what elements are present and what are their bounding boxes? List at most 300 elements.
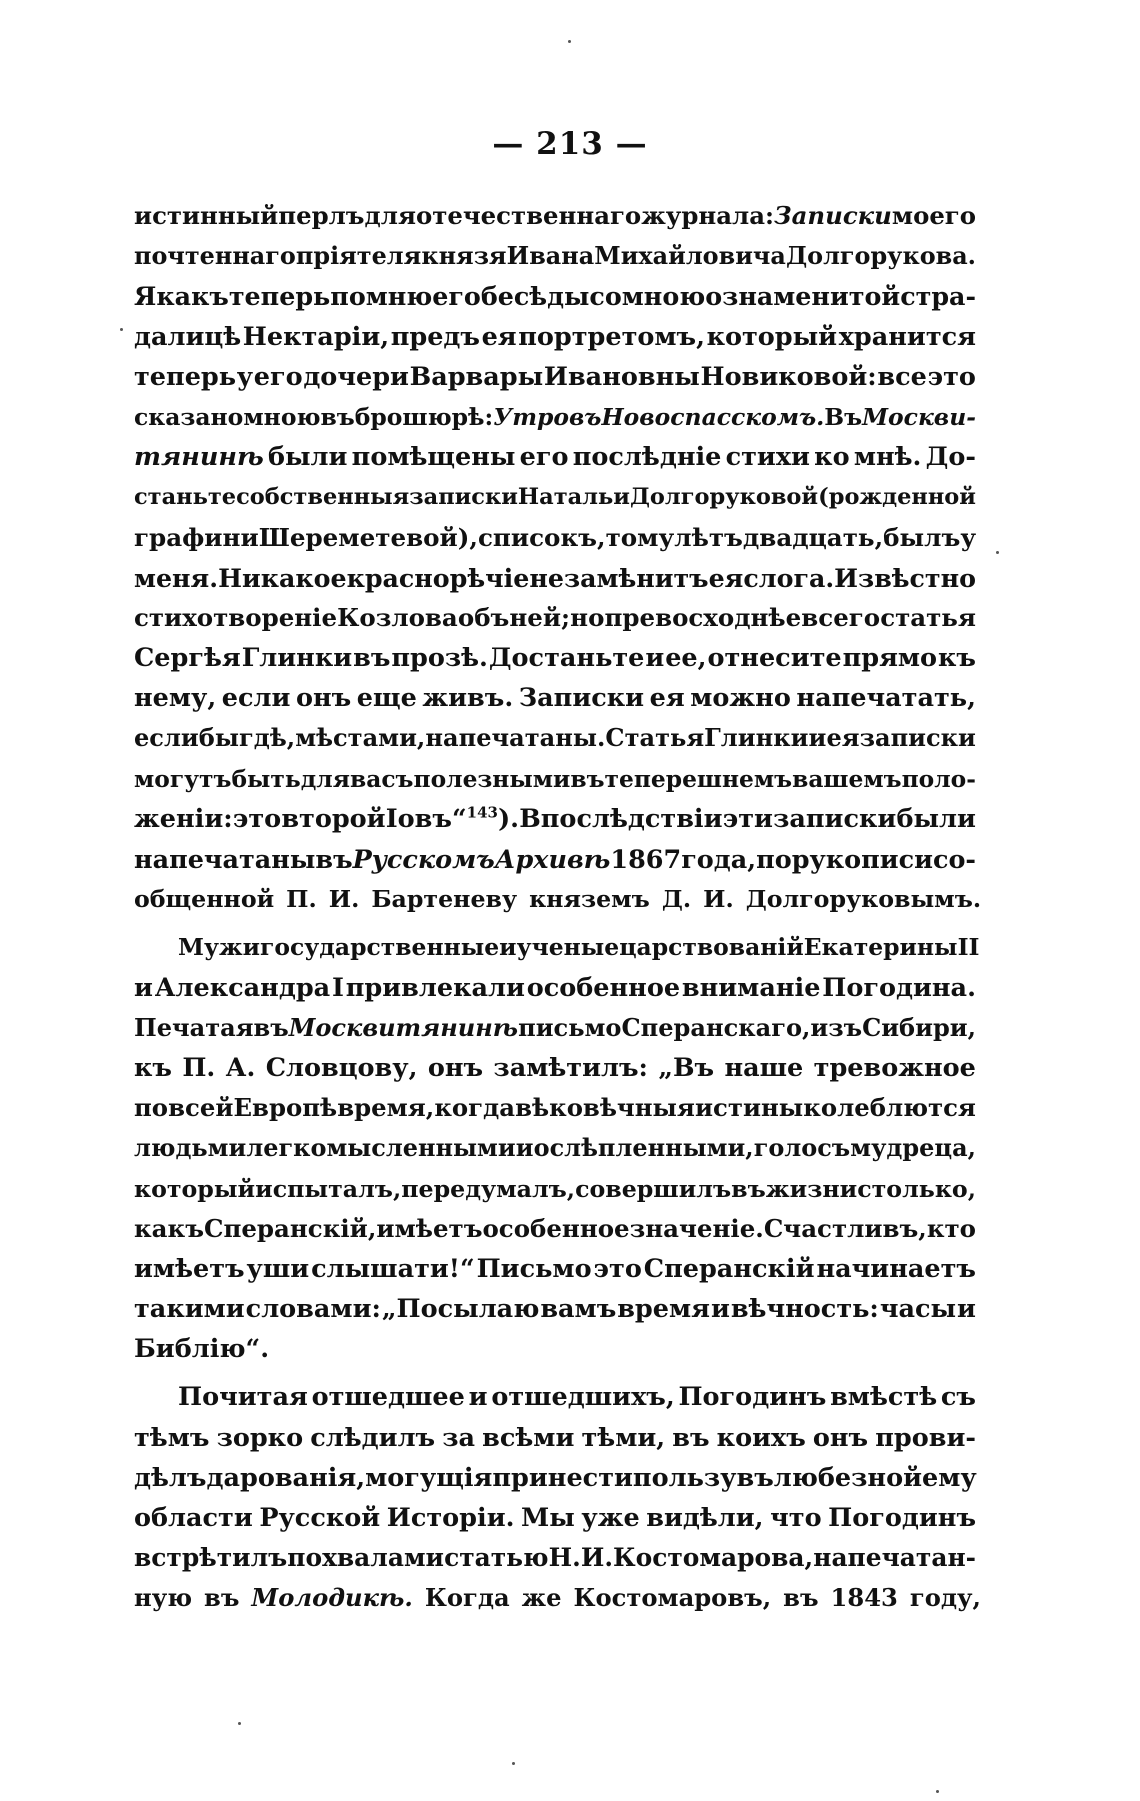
word: Екатерины bbox=[803, 933, 958, 962]
word: совершилъ bbox=[575, 1174, 732, 1203]
word: записки bbox=[859, 723, 976, 753]
text-line bbox=[134, 1377, 976, 1417]
word: журнала: bbox=[641, 201, 774, 230]
word: значеніе. bbox=[629, 1213, 764, 1243]
word: Погодинъ bbox=[828, 1503, 976, 1533]
word: Козлова bbox=[337, 602, 458, 632]
text-line bbox=[134, 678, 976, 718]
italic-title: Новоспасскомъ. bbox=[601, 402, 825, 431]
word: дочери bbox=[303, 361, 409, 392]
text-line bbox=[134, 1209, 976, 1249]
word: еслибы bbox=[134, 723, 239, 753]
text-line bbox=[134, 1538, 976, 1578]
word: какъ bbox=[134, 1213, 204, 1243]
word: Сперанскій bbox=[643, 1253, 815, 1284]
text-line bbox=[134, 839, 976, 879]
word: это bbox=[927, 361, 976, 392]
word: меня. bbox=[134, 562, 219, 593]
word: еще bbox=[356, 683, 417, 714]
word: и bbox=[808, 723, 827, 753]
word: наше bbox=[724, 1052, 804, 1083]
word: въ bbox=[204, 1583, 240, 1613]
word: когда bbox=[434, 1093, 515, 1123]
paragraph bbox=[134, 196, 982, 919]
text-line bbox=[134, 477, 976, 517]
word: истины bbox=[695, 1093, 804, 1123]
italic-title: Русскомъ bbox=[352, 844, 495, 874]
word: у bbox=[236, 361, 254, 392]
word: Натальи bbox=[517, 484, 630, 511]
text-line bbox=[134, 1048, 976, 1088]
word: тому bbox=[605, 522, 675, 552]
word: замѣтилъ: bbox=[493, 1052, 648, 1083]
word: князя bbox=[421, 242, 507, 271]
word: Долгоруковымъ. bbox=[745, 885, 982, 914]
footnote-ref: 143 bbox=[466, 803, 498, 822]
text-line bbox=[134, 638, 976, 678]
word: Ивана bbox=[506, 242, 595, 271]
word: отшедшихъ, bbox=[491, 1382, 675, 1413]
word: къ bbox=[938, 643, 976, 674]
word: зорко bbox=[216, 1422, 304, 1453]
word: по bbox=[756, 844, 792, 874]
word: знаменитой bbox=[722, 281, 901, 312]
word: но bbox=[570, 602, 605, 632]
italic-title: Архивѣ bbox=[494, 844, 611, 874]
word: ко bbox=[814, 442, 850, 473]
word: Ивановны bbox=[543, 361, 700, 392]
word: 1867 bbox=[610, 844, 682, 874]
word: были bbox=[267, 442, 348, 473]
word: имѣетъ bbox=[134, 1253, 245, 1284]
word: дѣлъ bbox=[134, 1462, 207, 1493]
word: съ bbox=[940, 1382, 976, 1413]
word: въ bbox=[672, 1422, 710, 1453]
word: въ bbox=[736, 1462, 774, 1493]
word: напечатан- bbox=[813, 1543, 976, 1573]
word: Сибири, bbox=[862, 1012, 977, 1042]
word: ную bbox=[134, 1583, 193, 1613]
word: Когда bbox=[424, 1583, 510, 1613]
text-line bbox=[134, 357, 976, 397]
word: любезной bbox=[773, 1462, 922, 1493]
text-line bbox=[134, 879, 982, 919]
word: записки bbox=[409, 484, 518, 511]
word: А. bbox=[225, 1052, 256, 1083]
word: вниманіе bbox=[681, 972, 821, 1003]
word: быть bbox=[231, 764, 301, 793]
word: полезными bbox=[413, 764, 571, 793]
print-speck bbox=[936, 1790, 939, 1793]
word: мѣстами, bbox=[295, 723, 426, 753]
word: вѣчность: bbox=[730, 1294, 879, 1325]
word: похвалами bbox=[287, 1543, 445, 1573]
word: въ bbox=[570, 764, 605, 793]
word: словами: bbox=[245, 1294, 381, 1325]
word: передумалъ, bbox=[401, 1174, 576, 1203]
word: году, bbox=[909, 1583, 981, 1613]
word: прозѣ. bbox=[391, 643, 488, 674]
word: были bbox=[896, 803, 976, 834]
word: въ bbox=[731, 1174, 766, 1203]
paragraph bbox=[134, 927, 980, 1369]
word: Въ bbox=[824, 402, 863, 431]
word: Долгорукова. bbox=[785, 242, 976, 271]
word: какъ bbox=[156, 281, 229, 312]
word: Іовъ“ bbox=[385, 803, 467, 834]
word: напечатаны. bbox=[425, 723, 606, 753]
text-line bbox=[134, 518, 976, 558]
word: Я bbox=[134, 281, 157, 312]
word: Никакое bbox=[218, 562, 347, 593]
word: для bbox=[300, 764, 350, 793]
word: Костомарова, bbox=[613, 1543, 814, 1573]
word: княземъ bbox=[529, 885, 650, 914]
word: гдѣ, bbox=[239, 723, 296, 753]
italic-title: Москвитянинѣ bbox=[288, 1012, 519, 1042]
word: въ bbox=[315, 844, 353, 874]
word: Шереметевой), bbox=[258, 522, 478, 552]
word: Статья bbox=[605, 723, 705, 753]
word: мною bbox=[621, 281, 706, 312]
print-speck bbox=[512, 1762, 515, 1765]
word: области bbox=[134, 1503, 253, 1533]
word: время bbox=[617, 1294, 710, 1325]
word: Варвары bbox=[409, 361, 544, 392]
word: пользу bbox=[632, 1462, 737, 1493]
word: перлъ bbox=[278, 201, 365, 230]
word: Мы bbox=[521, 1503, 575, 1533]
text-line bbox=[134, 1088, 976, 1128]
word: васъ bbox=[350, 764, 414, 793]
word: двадцать, bbox=[742, 522, 884, 552]
text-line bbox=[134, 558, 976, 598]
text-line bbox=[134, 1289, 976, 1329]
word: уши bbox=[246, 1253, 310, 1284]
word: по bbox=[134, 1093, 169, 1123]
word: эти bbox=[722, 803, 773, 834]
word: который bbox=[134, 1174, 256, 1203]
word: и bbox=[710, 1294, 730, 1325]
word-with-ref bbox=[386, 799, 498, 839]
italic-title: тянинѣ bbox=[134, 442, 264, 473]
word: стра- bbox=[900, 281, 976, 312]
word: для bbox=[364, 201, 416, 230]
word: нему, bbox=[134, 683, 217, 714]
word: колеблются bbox=[803, 1093, 976, 1123]
word: лѣтъ bbox=[674, 522, 743, 552]
word: ея bbox=[481, 321, 517, 352]
body-text bbox=[134, 196, 982, 1619]
word: „Въ bbox=[658, 1052, 715, 1083]
word: и bbox=[645, 643, 665, 674]
word: замѣнитъ bbox=[563, 562, 709, 593]
word: въ bbox=[783, 1583, 819, 1613]
word: общенной bbox=[134, 885, 275, 914]
word: мнѣ. bbox=[853, 442, 922, 473]
text-line bbox=[134, 1169, 976, 1209]
word: въ bbox=[353, 643, 391, 674]
word: онъ bbox=[296, 683, 352, 714]
word: теперь bbox=[228, 281, 331, 312]
word: бесѣды bbox=[480, 281, 590, 312]
word: года, bbox=[681, 844, 757, 874]
word: вамъ bbox=[540, 1294, 617, 1325]
word: ея bbox=[649, 683, 685, 714]
text-line bbox=[134, 1458, 976, 1498]
word: статья bbox=[880, 602, 976, 632]
italic-title: Молодикѣ. bbox=[251, 1583, 413, 1613]
word: слышати!“ bbox=[311, 1253, 475, 1284]
word: списокъ, bbox=[477, 522, 606, 552]
word: краснорѣчіе bbox=[346, 562, 530, 593]
word: брошюрѣ: bbox=[354, 402, 494, 431]
word: теперешнемъ bbox=[604, 764, 793, 793]
word: Европѣ bbox=[233, 1093, 338, 1123]
word: его bbox=[253, 361, 303, 392]
word: отнесите bbox=[707, 643, 842, 674]
word: ея bbox=[708, 562, 744, 593]
word: ея bbox=[826, 723, 860, 753]
word: начинаетъ bbox=[816, 1253, 976, 1284]
word: Бартеневу bbox=[371, 885, 518, 914]
word: о bbox=[705, 281, 723, 312]
text-line bbox=[134, 927, 980, 967]
word: столько, bbox=[857, 1174, 976, 1203]
word: особенное bbox=[526, 972, 681, 1003]
word: прямо bbox=[842, 643, 938, 674]
word: И. bbox=[328, 885, 360, 914]
print-speck bbox=[238, 1722, 241, 1725]
word: часы bbox=[879, 1294, 957, 1325]
text-line bbox=[134, 1578, 981, 1618]
word: предъ bbox=[390, 321, 480, 352]
word: Новиковой: bbox=[700, 361, 877, 392]
word: въ bbox=[253, 1012, 289, 1042]
text-line bbox=[134, 718, 976, 758]
word: живъ. bbox=[422, 683, 514, 714]
word: царствованій bbox=[619, 933, 804, 962]
word: вѣковѣчныя bbox=[515, 1093, 695, 1123]
word: хранится bbox=[838, 321, 976, 352]
text-line bbox=[134, 196, 976, 236]
word: И. bbox=[703, 885, 734, 914]
word: его bbox=[432, 281, 481, 312]
word: испыталъ, bbox=[255, 1174, 402, 1203]
word: время, bbox=[337, 1093, 435, 1123]
word: объ bbox=[457, 602, 510, 632]
word: отечественнаго bbox=[416, 201, 642, 230]
word: Исторіи. bbox=[386, 1503, 515, 1533]
word: 1843 bbox=[830, 1583, 898, 1613]
word: въ bbox=[320, 402, 355, 431]
italic-title: Утро bbox=[493, 402, 570, 431]
word: До- bbox=[925, 442, 976, 473]
word: Словцову, bbox=[265, 1052, 418, 1083]
word: онъ bbox=[812, 1422, 869, 1453]
word: слѣдилъ bbox=[310, 1422, 436, 1453]
word: Счастливъ, bbox=[763, 1213, 927, 1243]
word: могущія bbox=[365, 1462, 493, 1493]
word: поло- bbox=[901, 764, 976, 793]
word: записки bbox=[773, 803, 897, 834]
word: со- bbox=[932, 844, 976, 874]
word: П. bbox=[286, 885, 317, 914]
word: ней; bbox=[509, 602, 571, 632]
word: кто bbox=[926, 1213, 976, 1243]
word: Письмо bbox=[476, 1253, 592, 1284]
paragraph bbox=[134, 1377, 981, 1618]
word: это bbox=[593, 1253, 642, 1284]
word: всей bbox=[168, 1093, 234, 1123]
word: напечатаны bbox=[134, 844, 316, 874]
word: собственныя bbox=[236, 484, 410, 511]
word: легкомысленными bbox=[246, 1134, 516, 1163]
word: теперь bbox=[134, 361, 237, 392]
word: что bbox=[770, 1503, 822, 1533]
word: ученые bbox=[516, 933, 620, 962]
word: имѣетъ bbox=[376, 1213, 483, 1243]
word: „Посылаю bbox=[381, 1294, 540, 1325]
word: рукописи bbox=[791, 844, 933, 874]
word: Погодина. bbox=[822, 972, 976, 1003]
word: и bbox=[499, 933, 517, 962]
word: прови- bbox=[875, 1422, 976, 1453]
word: это bbox=[232, 803, 282, 834]
word: же bbox=[521, 1583, 562, 1613]
word: письмо bbox=[518, 1012, 622, 1042]
word: ему bbox=[921, 1462, 977, 1493]
word: второй bbox=[281, 803, 386, 834]
word: Сперанскій, bbox=[203, 1213, 377, 1243]
word: онъ bbox=[427, 1052, 484, 1083]
word: и bbox=[134, 972, 153, 1003]
word: изъ bbox=[810, 1012, 863, 1042]
italic-title: Москви- bbox=[862, 402, 976, 431]
word: станьте bbox=[134, 484, 237, 511]
word: превосходнѣе bbox=[604, 602, 802, 632]
text-line bbox=[134, 437, 976, 477]
text-line bbox=[134, 1418, 976, 1458]
word: у bbox=[960, 522, 977, 552]
text-line bbox=[134, 317, 976, 357]
word: помѣщены bbox=[351, 442, 516, 473]
print-speck bbox=[120, 328, 123, 331]
word: всего bbox=[801, 602, 881, 632]
word: къ bbox=[134, 1052, 172, 1083]
word: ее, bbox=[665, 643, 707, 674]
word: Александра bbox=[154, 972, 331, 1003]
text-line bbox=[134, 598, 976, 638]
text-line bbox=[134, 1128, 976, 1168]
word: Долгоруковой bbox=[629, 484, 819, 511]
print-speck bbox=[996, 551, 999, 554]
word: Русской bbox=[259, 1503, 381, 1533]
word: все bbox=[877, 361, 927, 392]
word: вмѣстѣ bbox=[830, 1382, 938, 1413]
word: помню bbox=[330, 281, 433, 312]
word: его bbox=[519, 442, 569, 473]
word: Библію“. bbox=[134, 1334, 270, 1365]
text-line bbox=[134, 1249, 976, 1289]
word: уже bbox=[581, 1503, 640, 1533]
word: дарованія, bbox=[206, 1462, 366, 1493]
word: графини bbox=[134, 522, 259, 552]
word: послѣдніе bbox=[572, 442, 722, 473]
italic-title: въ bbox=[569, 402, 602, 431]
word: тревожное bbox=[813, 1052, 976, 1083]
paragraph-gap bbox=[134, 919, 976, 927]
word: Погодинъ bbox=[678, 1382, 827, 1413]
word: ). bbox=[498, 803, 520, 834]
word: коихъ bbox=[716, 1422, 806, 1453]
text-line bbox=[134, 759, 976, 799]
text-line bbox=[134, 276, 976, 316]
word: Глинки bbox=[241, 643, 353, 674]
word: Глинки bbox=[704, 723, 809, 753]
word: Мужи bbox=[178, 933, 260, 962]
word: людьми bbox=[134, 1134, 247, 1163]
text-line bbox=[134, 1329, 976, 1369]
word: стихи bbox=[725, 442, 810, 473]
word: почтеннаго bbox=[134, 242, 296, 271]
word: былъ bbox=[883, 522, 961, 552]
word: можно bbox=[690, 683, 791, 714]
word: Почитая bbox=[178, 1382, 308, 1413]
word: видѣли, bbox=[646, 1503, 764, 1533]
word: П. bbox=[182, 1052, 216, 1083]
word: голосъ bbox=[753, 1134, 851, 1163]
print-speck bbox=[568, 40, 571, 43]
word: Извѣстно bbox=[834, 562, 976, 593]
word: далицѣ bbox=[134, 321, 242, 352]
word: могутъ bbox=[134, 764, 232, 793]
word: особенное bbox=[482, 1213, 630, 1243]
word: сказано bbox=[134, 402, 244, 431]
word: тѣми, bbox=[581, 1422, 666, 1453]
word: если bbox=[221, 683, 291, 714]
word: со bbox=[589, 281, 622, 312]
word: за bbox=[442, 1422, 476, 1453]
word: Н. bbox=[548, 1543, 581, 1573]
word: и bbox=[515, 1134, 534, 1163]
word: не bbox=[529, 562, 564, 593]
text-line bbox=[134, 1008, 976, 1048]
word: отшедшее bbox=[311, 1382, 465, 1413]
word: тѣмъ bbox=[134, 1422, 210, 1453]
word: портретомъ, bbox=[518, 321, 705, 352]
word: моего bbox=[891, 201, 976, 230]
text-line bbox=[134, 397, 976, 437]
word: Записки bbox=[518, 683, 645, 714]
word: напечатать, bbox=[796, 683, 976, 714]
word: привлекали bbox=[345, 972, 525, 1003]
word: и bbox=[468, 1382, 488, 1413]
word: слога. bbox=[743, 562, 835, 593]
word: статью bbox=[444, 1543, 549, 1573]
word: Достаньте bbox=[488, 643, 645, 674]
word: такими bbox=[134, 1294, 245, 1325]
word: вашемъ bbox=[792, 764, 902, 793]
word: ослѣпленными, bbox=[533, 1134, 754, 1163]
word: Михайловича bbox=[594, 242, 786, 271]
word: истинный bbox=[134, 201, 279, 230]
word: Д. bbox=[661, 885, 692, 914]
italic-title: Записки bbox=[774, 201, 892, 230]
text-line bbox=[134, 236, 976, 276]
text-line bbox=[134, 1498, 976, 1538]
word: принести bbox=[492, 1462, 633, 1493]
